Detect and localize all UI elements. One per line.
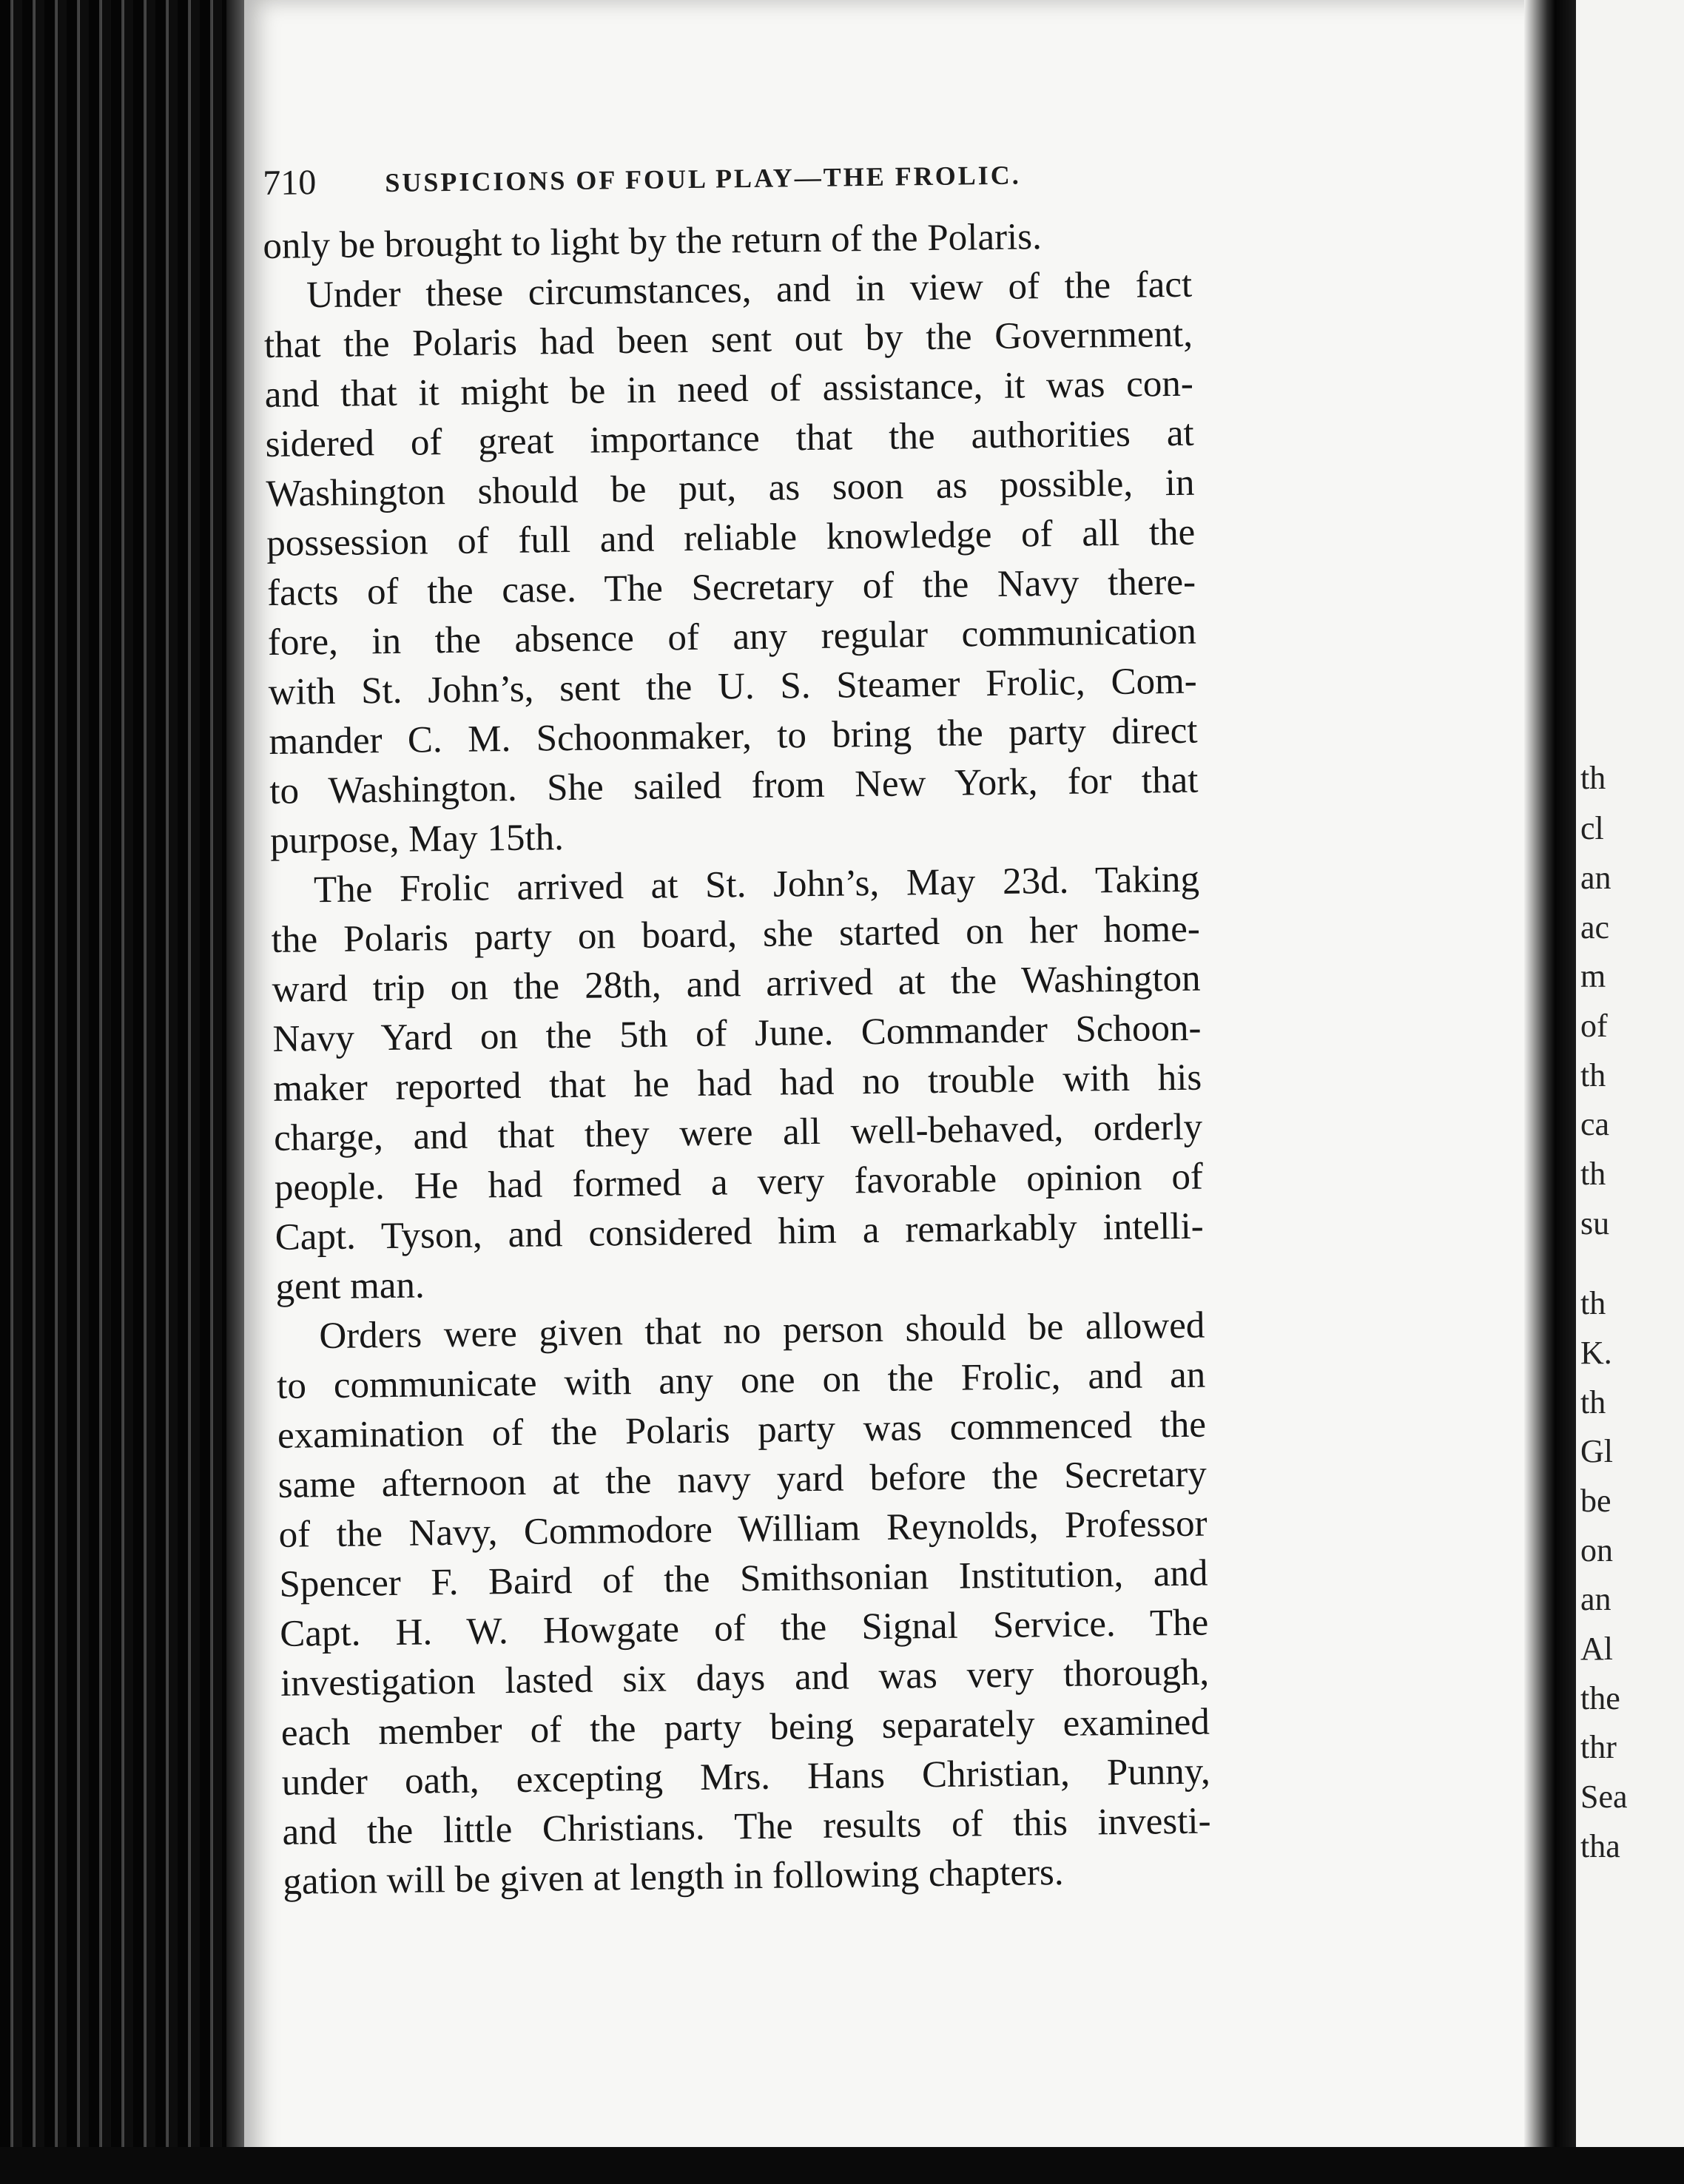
text-line: gent man. <box>275 1264 425 1308</box>
text-line: and the little Christians. The results of this investi- <box>282 1800 1211 1853</box>
next-page-text: th <box>1580 1156 1606 1192</box>
next-page-text: th <box>1580 1285 1606 1321</box>
text-line: only be brought to light by the return of the Polaris. <box>263 216 1043 267</box>
next-page-text: su <box>1580 1205 1610 1241</box>
text-line: possession of full and reliable knowledge of all the <box>266 511 1196 564</box>
next-page-text: th <box>1580 1384 1606 1420</box>
text-line: The Frolic arrived at St. John’s, May 23d. Taking <box>313 858 1200 911</box>
next-page-text: Gl <box>1580 1433 1613 1469</box>
text-line: gation will be given at length in following chapters. <box>283 1851 1064 1903</box>
text-line: Orders were given that no person should be allowed <box>319 1304 1205 1358</box>
text-line: people. He had formed a very favorable opinion of <box>274 1156 1204 1209</box>
text-line: of the Navy, Commodore William Reynolds, Professor <box>278 1503 1208 1556</box>
text-line: fore, in the absence of any regular communication <box>267 610 1197 664</box>
text-line: Spencer F. Baird of the Smithsonian Institution, and <box>279 1552 1208 1605</box>
book-edge <box>0 0 244 2184</box>
text-line: Capt. H. W. Howgate of the Signal Service. The <box>279 1602 1209 1655</box>
next-page-text: m <box>1580 958 1606 994</box>
text-line: investigation lasted six days and was very thorough, <box>280 1651 1210 1705</box>
text-line: under oath, excepting Mrs. Hans Christian, Punny, <box>281 1750 1211 1804</box>
next-page-text: ac <box>1580 909 1610 946</box>
text-line: Under these circumstances, and in view of the fact <box>306 263 1193 317</box>
next-page-text: th <box>1580 760 1606 796</box>
running-head: SUSPICIONS OF FOUL PLAY—THE FROLIC. <box>385 160 1022 198</box>
next-page-text: an <box>1580 1581 1611 1617</box>
next-page-text: ca <box>1580 1106 1610 1142</box>
text-line: Washington should be put, as soon as possible, in <box>266 462 1195 515</box>
text-line: facts of the case. The Secretary of the Navy there- <box>266 561 1196 614</box>
text-line: Capt. Tyson, and considered him a remarkably intelli- <box>275 1205 1205 1258</box>
text-line: maker reported that he had had no trouble with his <box>272 1056 1202 1110</box>
next-page-fragment <box>1576 0 1684 2184</box>
text-line: and that it might be in need of assistance, it was con- <box>264 363 1194 416</box>
text-line: Navy Yard on the 5th of June. Commander Schoon- <box>272 1007 1202 1060</box>
text-line: each member of the party being separately examined <box>280 1701 1210 1754</box>
text-line: that the Polaris had been sent out by the Government, <box>263 313 1193 366</box>
text-line: to Washington. She sailed from New York, for that <box>269 759 1199 812</box>
next-page-text: an <box>1580 860 1611 896</box>
next-page-text: thr <box>1580 1729 1617 1765</box>
text-line: purpose, May 15th. <box>269 817 565 862</box>
text-line: mander C. M. Schoonmaker, to bring the party direct <box>269 710 1198 763</box>
next-page-text: on <box>1580 1532 1613 1568</box>
text-line: charge, and that they were all well-behaved, orderly <box>273 1106 1203 1159</box>
text-line: same afternoon at the navy yard before the Secretary <box>277 1453 1208 1506</box>
text-line: the Polaris party on board, she started on her home- <box>271 908 1201 961</box>
next-page-text: be <box>1580 1483 1611 1519</box>
next-page-text: Al <box>1580 1631 1613 1667</box>
scan-border <box>0 2147 1684 2184</box>
book-gutter <box>1524 0 1576 2184</box>
next-page-text: Sea <box>1580 1779 1628 1815</box>
next-page-text: th <box>1580 1057 1606 1093</box>
page-number: 710 <box>263 163 317 203</box>
next-page-text: the <box>1580 1680 1620 1716</box>
text-line: to communicate with any one on the Frolic, and an <box>276 1354 1206 1407</box>
text-line: with St. John’s, sent the U. S. Steamer Frolic, Com- <box>268 660 1198 713</box>
next-page-text: tha <box>1580 1828 1620 1864</box>
next-page-text: K. <box>1580 1335 1612 1371</box>
next-page-text: cl <box>1580 810 1604 846</box>
text-line: examination of the Polaris party was commenced the <box>277 1403 1207 1457</box>
text-line: ward trip on the 28th, and arrived at the Washington <box>272 957 1201 1011</box>
body-text <box>263 211 1212 1907</box>
next-page-text: of <box>1580 1008 1608 1044</box>
text-line: sidered of great importance that the authorities at <box>265 412 1194 465</box>
